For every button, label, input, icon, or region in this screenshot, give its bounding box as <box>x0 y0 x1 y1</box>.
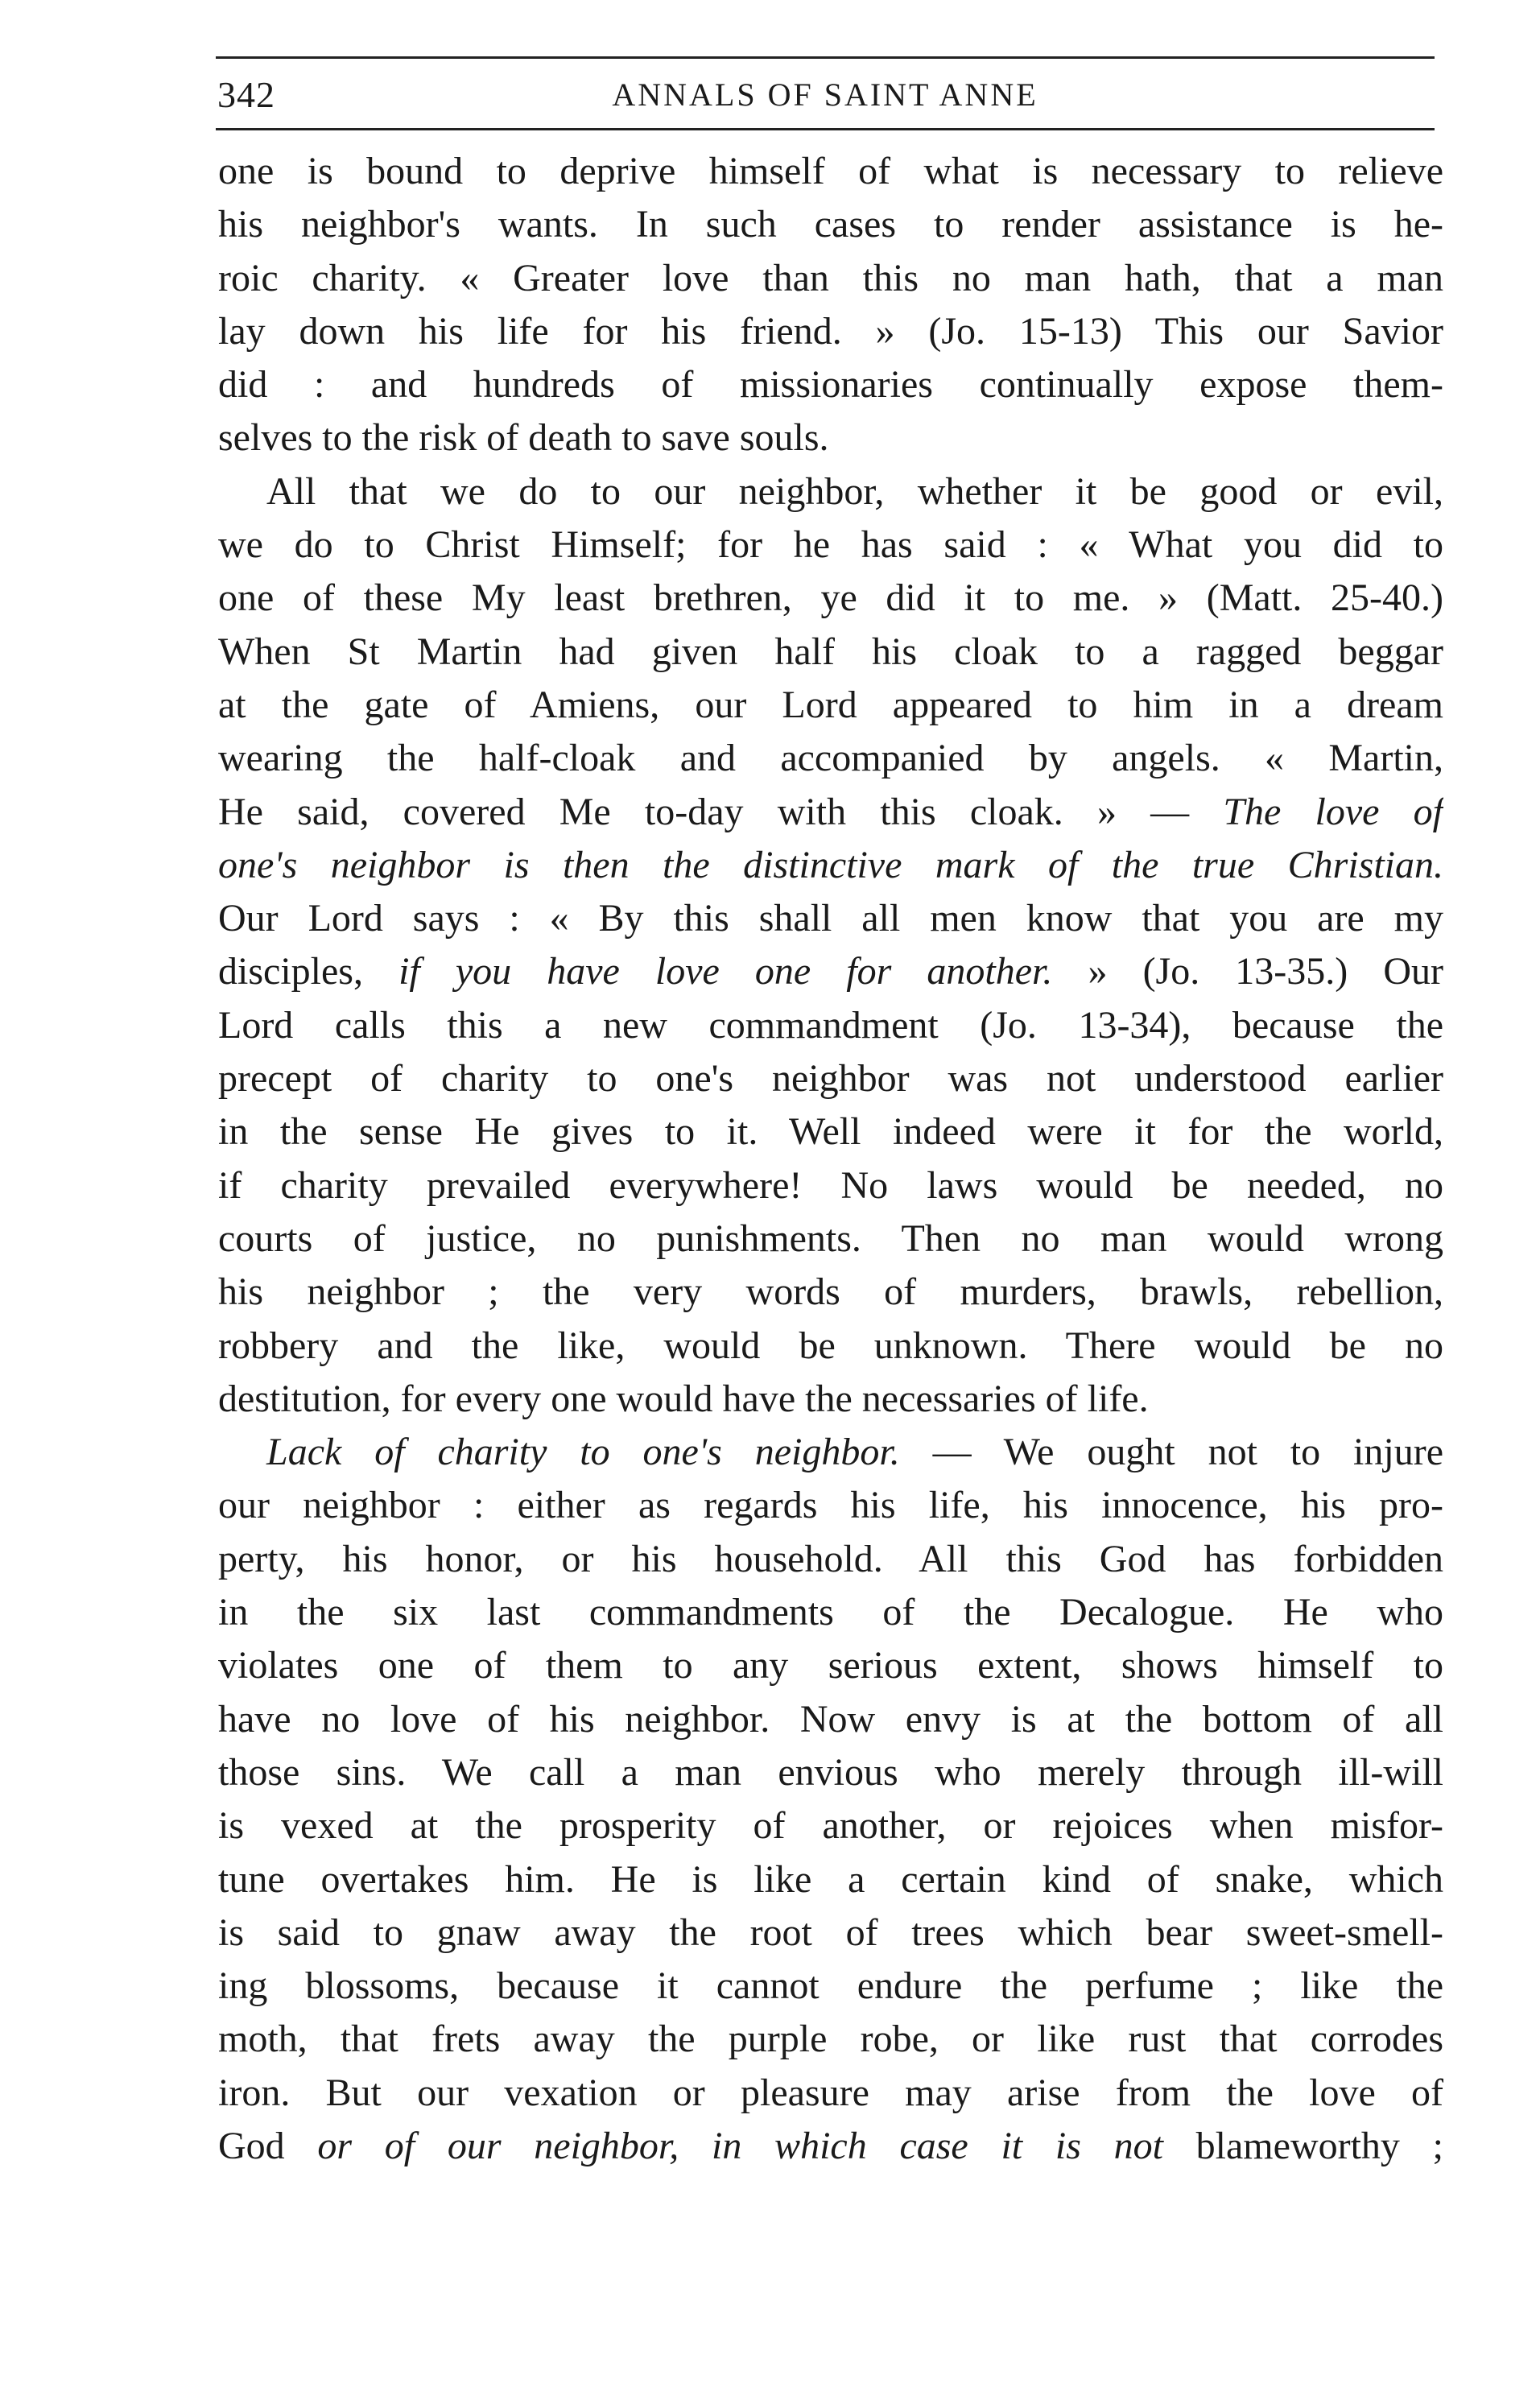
text-line <box>218 1746 1443 1799</box>
line-text: courts of justice, no punishments. Then no man would wrong <box>218 1216 1443 1260</box>
line-text: roic charity. « Greater love than this no man hath, that a man <box>218 256 1443 299</box>
text-line <box>218 999 1443 1052</box>
text-line <box>218 1693 1443 1746</box>
text-line <box>218 786 1443 839</box>
line-text: lay down his life for his friend. » (Jo. 15-13) This our Savior <box>218 309 1443 353</box>
page-number: 342 <box>217 74 275 115</box>
text-line <box>218 305 1443 358</box>
line-text: Lord calls this a new commandment (Jo. 13-34), because the <box>218 1003 1443 1047</box>
text-line <box>218 2013 1443 2066</box>
text-line <box>218 892 1443 945</box>
line-text: did : and hundreds of missionaries continually expose them- <box>218 363 1443 407</box>
italic-text: The love of <box>1223 790 1443 833</box>
line-text: All that we do to our neighbor, whether it be good or evil, <box>266 469 1443 513</box>
text-line <box>218 465 1443 518</box>
line-text: robbery and the like, would be unknown. There would be no <box>218 1324 1443 1367</box>
line-text: tune overtakes him. He is like a certain kind of snake, which <box>218 1857 1443 1901</box>
text-line <box>218 1320 1443 1373</box>
line-text: perty, his honor, or his household. All this God has forbidden <box>218 1537 1443 1580</box>
text-line <box>218 1266 1443 1319</box>
text-line <box>218 839 1443 892</box>
line-text: in the six last commandments of the Decalogue. He who <box>218 1591 1443 1634</box>
text-line <box>218 1533 1443 1586</box>
text-line <box>218 1639 1443 1692</box>
text-line <box>218 1906 1443 1960</box>
text-line <box>218 1586 1443 1639</box>
text-line <box>218 145 1443 198</box>
line-text: iron. But our vexation or pleasure may arise from the love of <box>218 2071 1443 2114</box>
text-line <box>218 945 1443 998</box>
text-line <box>218 1105 1443 1159</box>
line-text: is said to gnaw away the root of trees which bear sweet-smell- <box>218 1910 1443 1954</box>
line-text: at the gate of Amiens, our Lord appeared to him in a dream <box>218 683 1443 726</box>
body-text <box>218 145 1443 2173</box>
line-text: is vexed at the prosperity of another, or rejoices when misfor- <box>218 1804 1443 1848</box>
italic-text: or of our neighbor, in which case it is not <box>317 2124 1163 2167</box>
line-text: ing blossoms, because it cannot endure the perfume ; like the <box>218 1964 1443 2008</box>
text-line <box>218 1799 1443 1852</box>
line-text: his neighbor ; the very words of murders, brawls, rebellion, <box>218 1270 1443 1314</box>
page-header <box>216 56 1435 130</box>
line-text: » (Jo. 13-35.) Our <box>1052 950 1443 993</box>
line-text: He said, covered Me to-day with this cloak. » — <box>218 790 1224 833</box>
line-text: selves to the risk of death to save souls. <box>218 416 829 460</box>
text-line <box>218 626 1443 679</box>
line-text: one is bound to deprive himself of what is necessary to relieve <box>218 150 1443 192</box>
text-line <box>218 1853 1443 1906</box>
line-text: his neighbor's wants. In such cases to render assistance is he- <box>218 203 1443 246</box>
text-line <box>218 411 1443 465</box>
line-text: When St Martin had given half his cloak to a ragged beggar <box>218 630 1443 673</box>
line-text: we do to Christ Himself; for he has said : « What you did to <box>218 523 1443 567</box>
running-head: ANNALS OF SAINT ANNE <box>612 76 1038 113</box>
text-line <box>218 2067 1443 2120</box>
text-line <box>218 1052 1443 1105</box>
text-line <box>218 1426 1443 1479</box>
line-text: Our Lord says : « By this shall all men know that you are my <box>218 897 1443 940</box>
italic-text: one's neighbor is then the distinctive mark of the true Christian. <box>218 843 1443 886</box>
text-line <box>218 572 1443 625</box>
line-text: if charity prevailed everywhere! No laws would be needed, no <box>218 1163 1443 1207</box>
line-text: destitution, for every one would have the necessaries of life. <box>218 1377 1149 1420</box>
line-text: one of these My least brethren, ye did it to me. » (Matt. 25-40.) <box>218 576 1443 620</box>
text-line <box>218 1373 1443 1426</box>
line-text: precept of charity to one's neighbor was not understood earlier <box>218 1057 1443 1101</box>
text-line <box>218 1960 1443 2013</box>
line-text: moth, that frets away the purple robe, or like rust that corrodes <box>218 2018 1443 2061</box>
line-text: our neighbor : either as regards his life, his innocence, his pro- <box>218 1484 1443 1527</box>
line-text: in the sense He gives to it. Well indeed were it for the world, <box>218 1110 1443 1154</box>
text-line <box>218 358 1443 411</box>
italic-text: Lack of charity to one's neighbor. <box>266 1431 900 1474</box>
line-text: God <box>218 2124 318 2167</box>
line-text: disciples, <box>218 950 399 993</box>
text-line <box>218 2120 1443 2173</box>
line-text: violates one of them to any serious extent, shows himself to <box>218 1644 1443 1687</box>
text-line <box>218 252 1443 305</box>
line-text: — We ought not to injure <box>899 1431 1443 1474</box>
italic-text: if you have love one for another. <box>398 950 1053 993</box>
text-line <box>218 1212 1443 1266</box>
line-text: blameworthy ; <box>1162 2124 1443 2167</box>
line-text: have no love of his neighbor. Now envy is at the bottom of all <box>218 1697 1443 1741</box>
text-line <box>218 1159 1443 1212</box>
text-line <box>218 732 1443 785</box>
line-text: wearing the half-cloak and accompanied by angels. « Martin, <box>218 737 1443 780</box>
text-line <box>218 1479 1443 1532</box>
text-line <box>218 679 1443 732</box>
text-line <box>218 518 1443 572</box>
text-line <box>218 198 1443 251</box>
line-text: those sins. We call a man envious who merely through ill-will <box>218 1750 1443 1794</box>
